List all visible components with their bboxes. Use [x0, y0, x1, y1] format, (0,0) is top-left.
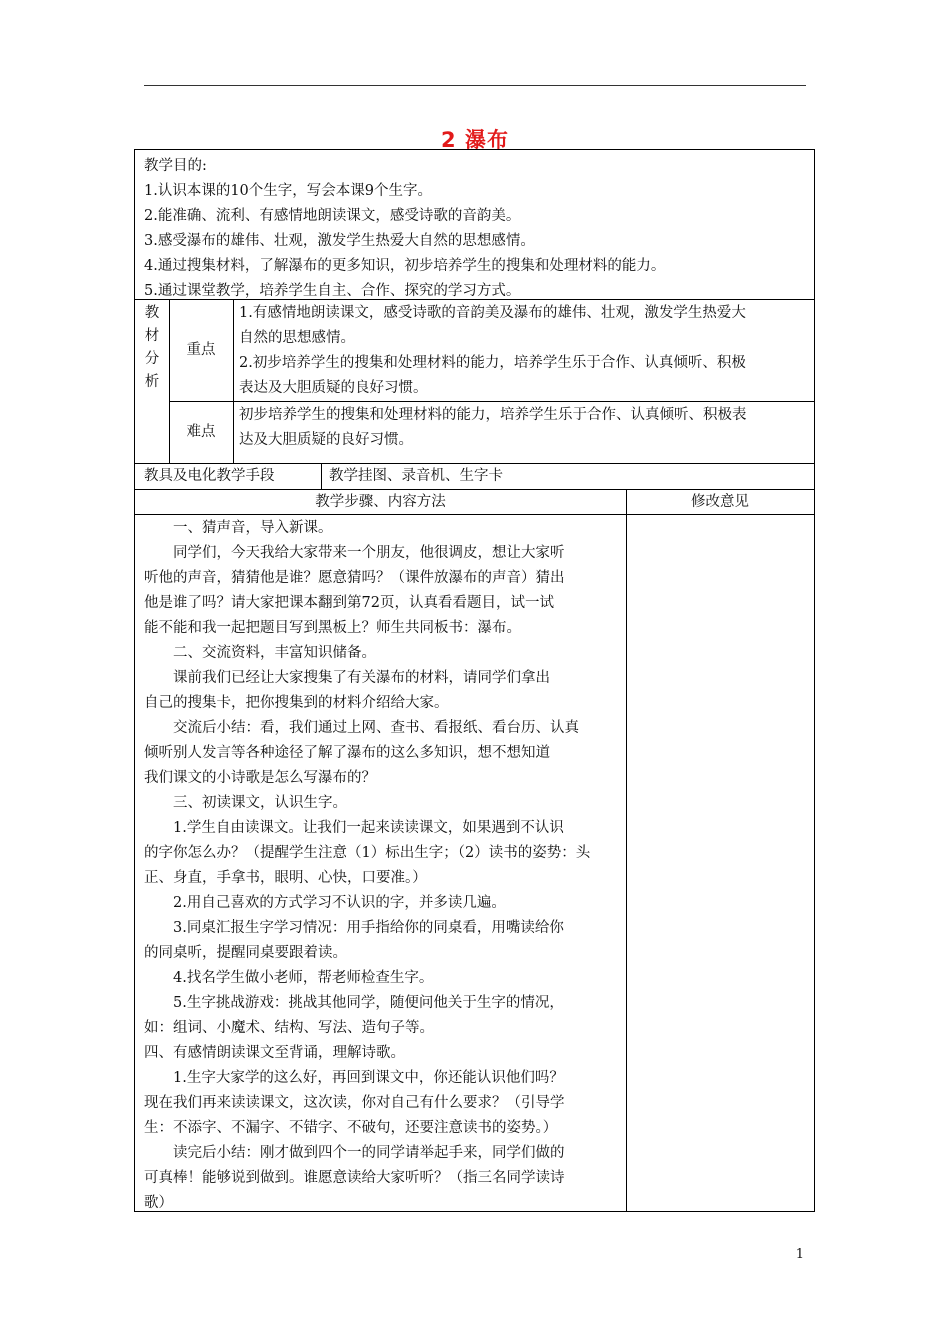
difficulty-line: 初步培养学生的搜集和处理材料的能力，培养学生乐于合作、认真倾听、积极表 — [239, 407, 747, 423]
step-line: 课前我们已经让大家搜集了有关瀑布的材料，请同学们拿出 — [173, 670, 550, 686]
row-divider — [169, 401, 814, 402]
step-line: 1.生字大家学的这么好，再回到课文中，你还能认识他们吗？ — [173, 1070, 564, 1086]
teaching-steps-body — [144, 516, 622, 1216]
objective-item: 1.认识本课的10个生字，写会本课9个生字。 — [144, 183, 433, 199]
step-line: 一、猜声音，导入新课。 — [173, 520, 333, 536]
analysis-label-char: 材 — [144, 328, 160, 344]
step-line: 四、有感情朗读课文至背诵，理解诗歌。 — [144, 1045, 405, 1061]
objectives-cell — [144, 154, 804, 304]
step-line: 正、身直，手拿书，眼明、心快，口要准。） — [144, 870, 427, 886]
lesson-plan-table — [134, 149, 815, 1212]
step-line: 4.找名学生做小老师，帮老师检查生字。 — [173, 970, 434, 986]
key-points-label: 重点 — [186, 342, 216, 358]
analysis-label-char: 分 — [144, 351, 160, 367]
step-line: 同学们，今天我给大家带来一个朋友，他很调皮，想让大家听 — [173, 545, 565, 561]
step-line: 交流后小结：看，我们通过上网、查书、看报纸、看台历、认真 — [173, 720, 579, 736]
row-divider — [135, 299, 814, 300]
step-line: 可真棒！能够说到做到。谁愿意读给大家听听？（指三名同学读诗 — [144, 1170, 565, 1186]
step-line: 二、交流资料，丰富知识储备。 — [173, 645, 376, 661]
step-line: 1.学生自由读课文。让我们一起来读读课文，如果遇到不认识 — [173, 820, 564, 836]
objective-item: 5.通过课堂教学，培养学生自主、合作、探究的学习方式。 — [144, 283, 521, 299]
revise-column-header: 修改意见 — [691, 494, 749, 510]
step-line: 的字你怎么办？（提醒学生注意（1）标出生字；（2）读书的姿势：头 — [144, 845, 591, 861]
step-line: 我们课文的小诗歌是怎么写瀑布的？ — [144, 770, 376, 786]
steps-column-header: 教学步骤、内容方法 — [315, 494, 446, 510]
lesson-title: 2 瀑布 — [441, 128, 509, 152]
step-line: 生：不添字、不漏字、不错字、不破句，还要注意读书的姿势。） — [144, 1120, 558, 1136]
difficulty-text — [239, 403, 811, 453]
tools-value: 教学挂图、录音机、生字卡 — [329, 468, 503, 484]
row-divider — [135, 514, 814, 515]
step-line: 三、初读课文，认识生字。 — [173, 795, 347, 811]
difficulty-line: 达及大胆质疑的良好习惯。 — [239, 432, 413, 448]
objective-item: 2.能准确、流利、有感情地朗读课文，感受诗歌的音韵美。 — [144, 208, 521, 224]
step-line: 他是谁了吗？请大家把课本翻到第72页，认真看看题目，试一试 — [144, 595, 554, 611]
difficulty-label: 难点 — [186, 424, 216, 440]
col-divider — [626, 489, 627, 1211]
key-point-line: 2.初步培养学生的搜集和处理材料的能力，培养学生乐于合作、认真倾听、积极 — [239, 355, 746, 371]
revise-notes-cell — [629, 516, 811, 1206]
step-line: 听他的声音，猜猜他是谁？愿意猜吗？（课件放瀑布的声音）猜出 — [144, 570, 565, 586]
step-line: 2.用自己喜欢的方式学习不认识的字，并多读几遍。 — [173, 895, 506, 911]
analysis-label-char: 析 — [144, 374, 160, 390]
objective-item: 4.通过搜集材料，了解瀑布的更多知识，初步培养学生的搜集和处理材料的能力。 — [144, 258, 666, 274]
step-line: 能不能和我一起把题目写到黑板上？师生共同板书：瀑布。 — [144, 620, 521, 636]
analysis-label — [142, 302, 162, 394]
step-line: 读完后小结：刚才做到四个一的同学请举起手来，同学们做的 — [173, 1145, 565, 1161]
step-line: 现在我们再来读读课文，这次读，你对自己有什么要求？（引导学 — [144, 1095, 565, 1111]
step-line: 如：组词、小魔术、结构、写法、造句子等。 — [144, 1020, 434, 1036]
key-point-line: 自然的思想感情。 — [239, 330, 355, 346]
key-points-text — [239, 301, 811, 401]
step-line: 倾听别人发言等各种途径了解了瀑布的这么多知识，想不想知道 — [144, 745, 550, 761]
key-point-line: 1.有感情地朗读课文，感受诗歌的音韵美及瀑布的雄伟、壮观，激发学生热爱大 — [239, 305, 746, 321]
step-line: 3.同桌汇报生字学习情况：用手指给你的同桌看，用嘴读给你 — [173, 920, 564, 936]
col-divider — [321, 463, 322, 489]
objective-item: 3.感受瀑布的雄伟、壮观，激发学生热爱大自然的思想感情。 — [144, 233, 535, 249]
objectives-heading: 教学目的: — [144, 158, 207, 174]
step-line: 的同桌听，提醒同桌要跟着读。 — [144, 945, 347, 961]
tools-label: 教具及电化教学手段 — [144, 468, 275, 484]
step-line: 自己的搜集卡，把你搜集到的材料介绍给大家。 — [144, 695, 449, 711]
page-number: 1 — [795, 1247, 804, 1262]
header-rule — [144, 85, 806, 86]
analysis-label-char: 教 — [144, 305, 160, 321]
step-line: 5.生字挑战游戏：挑战其他同学，随便问他关于生字的情况， — [173, 995, 564, 1011]
key-point-line: 表达及大胆质疑的良好习惯。 — [239, 380, 428, 396]
col-divider — [233, 299, 234, 463]
step-line: 歌） — [144, 1195, 173, 1211]
